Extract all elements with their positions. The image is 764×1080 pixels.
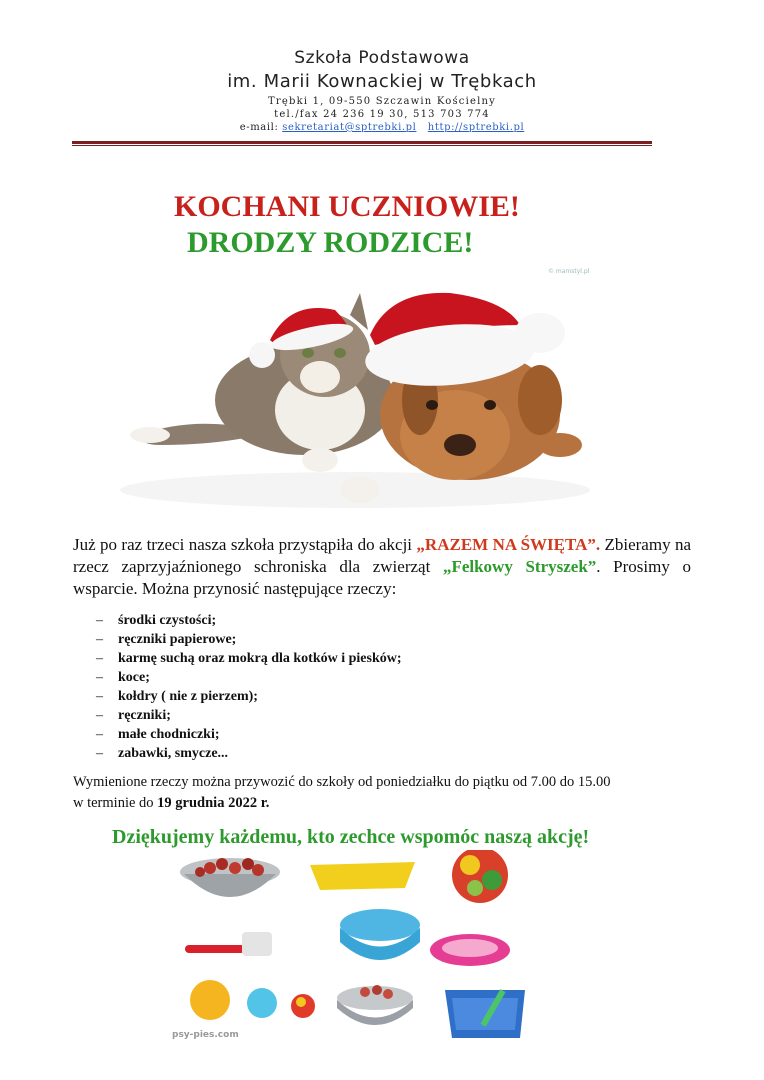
steel-bowl-icon [337, 985, 413, 1025]
donation-items-list [96, 611, 402, 763]
campaign-name: „RAZEM NA ŚWIĘTA”. [416, 535, 601, 554]
school-name: Szkoła Podstawowa [294, 48, 470, 68]
list-item: – ręczniki; [96, 708, 171, 723]
cat-and-dog-santa-hats-image [120, 285, 590, 515]
website-link[interactable]: http://sptrebki.pl [427, 122, 525, 133]
email-label: e-mail: [239, 122, 279, 133]
school-patron: im. Marii Kownackiej w Trębkach [227, 71, 537, 92]
food-bowl-icon [180, 858, 280, 897]
greeting-parents: DRODZY RODZICE! [187, 226, 474, 259]
greeting-students: KOCHANI UCZNIOWIE! [174, 190, 520, 223]
school-phone: tel./fax 24 236 19 30, 513 703 774 [274, 109, 490, 120]
image-watermark: © mamstyl.pl [548, 268, 590, 275]
shelter-name: „Felkowy Stryszek” [442, 557, 597, 576]
deadline-date: 19 grudnia 2022 r. [157, 795, 270, 811]
yellow-tray-icon [310, 862, 415, 890]
list-bullet: – [96, 746, 103, 761]
contact-line [0, 122, 764, 133]
email-link[interactable]: sekretariat@sptrebki.pl [282, 122, 417, 133]
list-bullet: – [96, 670, 103, 685]
litter-box-icon [445, 989, 525, 1038]
list-item: – środki czystości; [96, 613, 217, 628]
toy-ball-icon [452, 850, 508, 903]
list-bullet: – [96, 632, 103, 647]
list-item: – kołdry ( nie z pierzem); [96, 689, 258, 704]
header-divider [72, 141, 652, 144]
brush-icon [185, 932, 272, 956]
announcement-paragraph [73, 534, 691, 600]
toy-balls-icon [190, 980, 315, 1020]
announcement-part2: Zbieramy na rzecz zaprzyjaźnionego schroniska dla zwierząt [73, 535, 692, 576]
list-bullet: – [96, 613, 103, 628]
drop-off-hours: Wymienione rzeczy można przywozić do szkoły od poniedziałku do piątku od 7.00 do 15.00 [73, 774, 611, 790]
school-address: Trębki 1, 09-550 Szczawin Kościelny [268, 96, 496, 107]
list-bullet: – [96, 708, 103, 723]
list-item: – ręczniki papierowe; [96, 632, 237, 647]
blue-bowl-icon [340, 909, 420, 960]
cat-figure [130, 293, 395, 503]
thank-you-message: Dziękujemy każdemu, kto zechce wspomóc naszą akcję! [112, 826, 590, 848]
list-item: – małe chodniczki; [96, 727, 220, 742]
drop-off-info [73, 772, 611, 814]
announcement-part3: . Prosimy o wsparcie. Można przynosić następujące rzeczy: [73, 557, 691, 598]
list-item: – zabawki, smycze... [96, 746, 229, 761]
announcement-part1: Już po raz trzeci nasza szkoła przystąpiła do akcji [73, 535, 417, 554]
list-item: – koce; [96, 670, 150, 685]
list-bullet: – [96, 727, 103, 742]
drop-off-deadline-line: w terminie do 19 grudnia 2022 r. [73, 795, 270, 811]
list-bullet: – [96, 689, 103, 704]
list-item: – karmę suchą oraz mokrą dla kotków i piesków; [96, 651, 402, 666]
pet-supplies-image [170, 850, 540, 1050]
header-divider-thin [72, 145, 652, 146]
image-credit: psy-pies.com [172, 1030, 239, 1040]
pink-bowl-icon [430, 934, 510, 966]
list-bullet: – [96, 651, 103, 666]
